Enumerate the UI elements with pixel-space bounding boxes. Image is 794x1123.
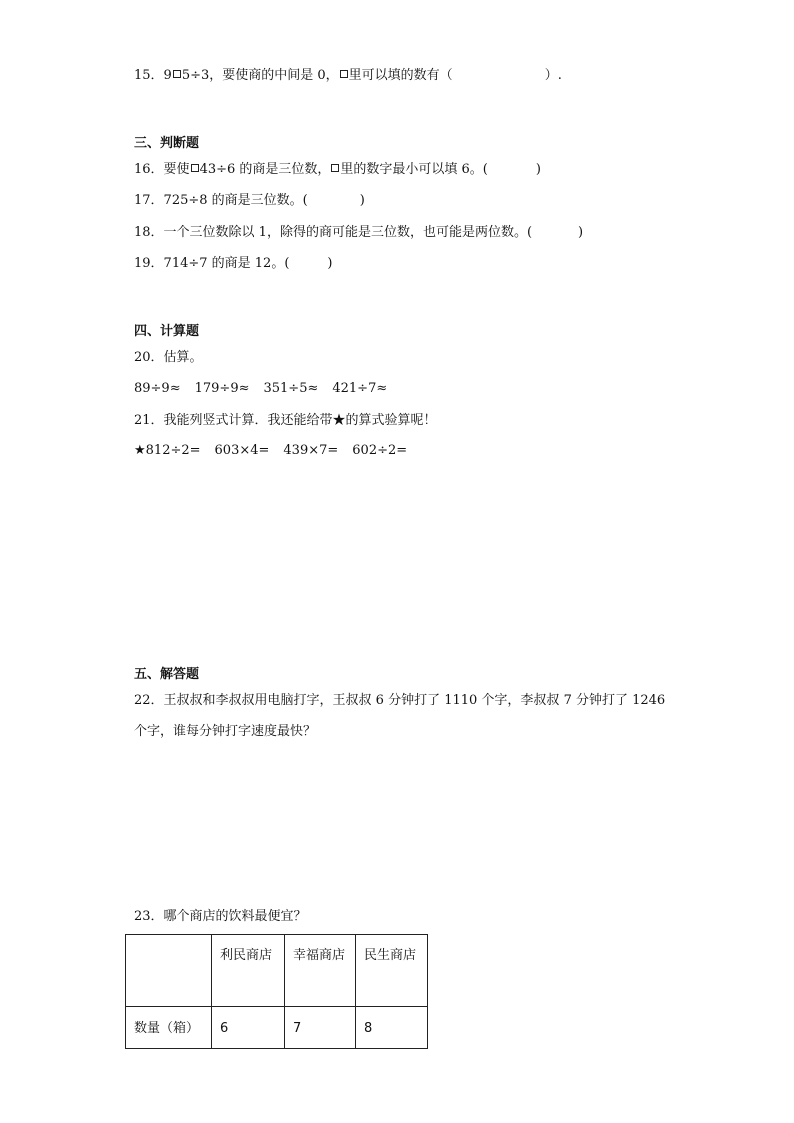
calc-item: 603×4= <box>214 443 270 458</box>
question-text: ) <box>359 193 365 208</box>
question-16 <box>134 161 541 179</box>
question-number: 17． <box>134 193 164 208</box>
table-row <box>126 1007 428 1049</box>
table-cell: 7 <box>285 1007 356 1049</box>
question-number: 21． <box>134 413 164 428</box>
question-text: ) <box>578 225 584 240</box>
question-text: 714÷7 的商是 12。( <box>163 256 290 271</box>
question-text: 一个三位数除以 1，除得的商可能是三位数，也可能是两位数。( <box>163 225 533 240</box>
estimate-item: 351÷5≈ <box>263 381 319 396</box>
question-text: 43÷6 的商是三位数， <box>199 162 331 177</box>
question-text: ) <box>535 162 541 177</box>
question-number: 20． <box>134 350 164 365</box>
question-19 <box>134 255 332 273</box>
box-blank-icon <box>340 70 348 78</box>
question-22-line-2: 个字，谁每分钟打字速度最快？ <box>134 724 317 739</box>
question-20 <box>134 349 203 367</box>
question-text: 要使 <box>163 162 190 177</box>
question-17 <box>134 192 365 210</box>
question-text: 5÷3，要使商的中间是 0， <box>181 68 339 83</box>
question-text: 估算。 <box>163 350 203 365</box>
box-blank-icon <box>331 164 339 172</box>
table-header-cell: 幸福商店 <box>285 935 356 1007</box>
question-number: 18． <box>134 225 164 240</box>
question-number: 16． <box>134 162 164 177</box>
calc-item: 602÷2= <box>352 443 408 458</box>
estimate-item: 179÷9≈ <box>194 381 250 396</box>
question-21 <box>134 412 437 430</box>
box-blank-icon <box>191 164 199 172</box>
question-text: 里的数字最小可以填 6。( <box>340 162 488 177</box>
question-text: 里可以填的数有（ <box>348 68 453 83</box>
question-23 <box>134 908 307 926</box>
calc-item: 439×7= <box>283 443 339 458</box>
question-20-items <box>134 380 387 398</box>
question-number: 15． <box>134 68 164 83</box>
question-text: 725÷8 的商是三位数。( <box>163 193 308 208</box>
table-header-cell: 利民商店 <box>212 935 285 1007</box>
table-header-row <box>126 935 428 1007</box>
box-blank-icon <box>173 70 181 78</box>
question-number: 22． <box>134 693 164 708</box>
question-21-items <box>134 442 407 460</box>
table-cell: 6 <box>212 1007 285 1049</box>
question-18 <box>134 224 583 242</box>
section-title-judgement: 三、判断题 <box>134 136 200 151</box>
question-text: 王叔叔和李叔叔用电脑打字，王叔叔 6 分钟打了 1110 个字，李叔叔 7 分钟打了 1246 <box>163 693 666 708</box>
question-number: 23． <box>134 909 164 924</box>
question-number: 19． <box>134 256 164 271</box>
calc-item: ★812÷2= <box>134 443 201 458</box>
question-text: ) <box>327 256 333 271</box>
question-15 <box>134 67 562 85</box>
question-text: 哪个商店的饮料最便宜？ <box>163 909 307 924</box>
estimate-item: 89÷9≈ <box>134 381 181 396</box>
question-text: 我能列竖式计算．我还能给带★的算式验算呢！ <box>163 413 437 428</box>
section-title-calculation: 四、计算题 <box>134 324 200 339</box>
table-row-label: 数量（箱） <box>126 1007 212 1049</box>
section-title-word-problems: 五、解答题 <box>134 667 200 682</box>
table-cell: 8 <box>356 1007 428 1049</box>
question-text: ）. <box>544 68 562 83</box>
question-text: 9 <box>163 68 172 83</box>
table-header-cell: 民生商店 <box>356 935 428 1007</box>
estimate-item: 421÷7≈ <box>332 381 388 396</box>
shop-table <box>125 934 428 1049</box>
question-22-line-1 <box>134 692 665 710</box>
table-cell <box>126 935 212 1007</box>
